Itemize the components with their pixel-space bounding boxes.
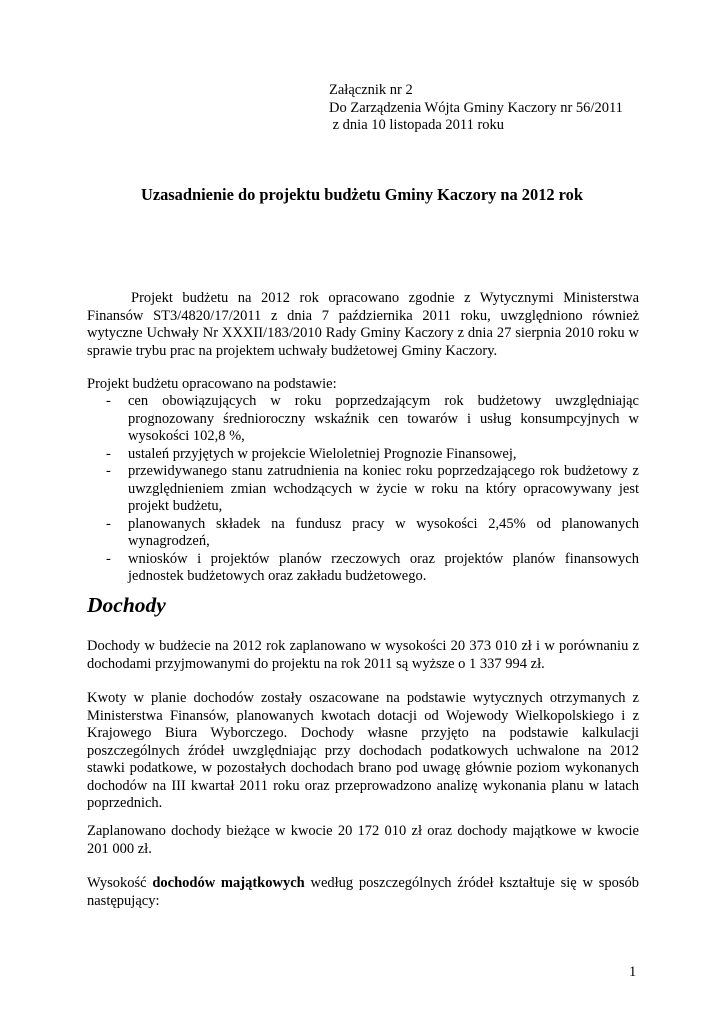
annex-block <box>329 82 689 135</box>
income-paragraph-2: Kwoty w planie dochodów zostały oszacowane na podstawie wytycznych otrzymanych z Ministerstwa Finansów, planowanych kwotach dotacji od Wojewody Wielkopolskiego i z Krajowego Biura Wyborczego. Dochody własne przyjęto na podstawie kalkulacji poszczególnych źródeł uwzględniając przy dochodach podatkowych uchwalone na 2012 stawki podatkowe, w pozostałych dochodach brano pod uwagę głównie poziom wykonanych dochodów na III kwartał 2011 roku oraz przeprowadzono analizę wykonania planu w latach poprzednich. <box>87 690 639 811</box>
list-dash: - <box>106 463 111 479</box>
page-number: 1 <box>629 964 637 980</box>
list-item-text: wniosków i projektów planów rzeczowych oraz projektów planów finansowych jednostek budżetowych oraz zakładu budżetowego. <box>128 550 639 584</box>
list-dash: - <box>106 515 111 532</box>
annex-number: Załącznik nr 2 <box>329 82 413 98</box>
income-p4-bold: dochodów majątkowych <box>152 875 305 891</box>
list-item-text: ustaleń przyjętych w projekcie Wieloletniej Prognozie Finansowej, <box>128 445 517 462</box>
basis-lead: Projekt budżetu opracowano na podstawie: <box>87 376 337 392</box>
income-paragraph-4 <box>87 875 643 910</box>
list-item <box>106 393 639 446</box>
list-dash: - <box>106 393 111 409</box>
income-paragraph-1: Dochody w budżecie na 2012 rok zaplanowano w wysokości 20 373 010 zł i w porównaniu z dochodami przyjmowanymi do projektu na rok 2011 są wyższe o 1 337 994 zł. <box>87 638 639 672</box>
section-heading-dochody: Dochody <box>87 593 166 617</box>
annex-date: z dnia 10 listopada 2011 roku <box>329 117 505 133</box>
annex-ordinance: Do Zarządzenia Wójta Gminy Kaczory nr 56/2011 <box>329 99 623 116</box>
list-item-text: przewidywanego stanu zatrudnienia na koniec roku poprzedzającego rok budżetowy z uwzględnieniem zmian wchodzących w życie w roku na który opracowywany jest projekt budżetu, <box>128 463 639 514</box>
list-item <box>106 446 639 464</box>
list-item-text: planowanych składek na fundusz pracy w wysokości 2,45% od planowanych wynagrodzeń, <box>128 515 639 549</box>
list-item <box>106 463 639 516</box>
income-paragraph-3: Zaplanowano dochody bieżące w kwocie 20 172 010 zł oraz dochody majątkowe w kwocie 201 000 zł. <box>87 823 639 857</box>
list-dash: - <box>106 445 111 462</box>
list-item <box>106 516 639 551</box>
income-p4-before: Wysokość <box>87 875 153 891</box>
income-p4-after: według poszczególnych źródeł kształtuje się w sposób następujący: <box>87 875 643 909</box>
list-dash: - <box>106 550 111 567</box>
document-title: Uzasadnienie do projektu budżetu Gminy Kaczory na 2012 rok <box>141 185 583 204</box>
list-item <box>106 551 639 586</box>
list-item-text: cen obowiązujących w roku poprzedzającym rok budżetowy uwzględniając prognozowany średnioroczny wskaźnik cen towarów i usług konsumpcyjnych w wysokości 102,8 %, <box>128 393 639 444</box>
intro-paragraph: Projekt budżetu na 2012 rok opracowano zgodnie z Wytycznymi Ministerstwa Finansów ST3/4820/17/2011 z dnia 7 października 2011 roku, uwzględniono również wytyczne Uchwały Nr XXXII/183/2010 Rady Gminy Kaczory z dnia 27 sierpnia 2010 roku w sprawie trybu prac na projektem uchwały budżetowej Gminy Kaczory. <box>87 290 639 359</box>
basis-list <box>106 393 639 586</box>
